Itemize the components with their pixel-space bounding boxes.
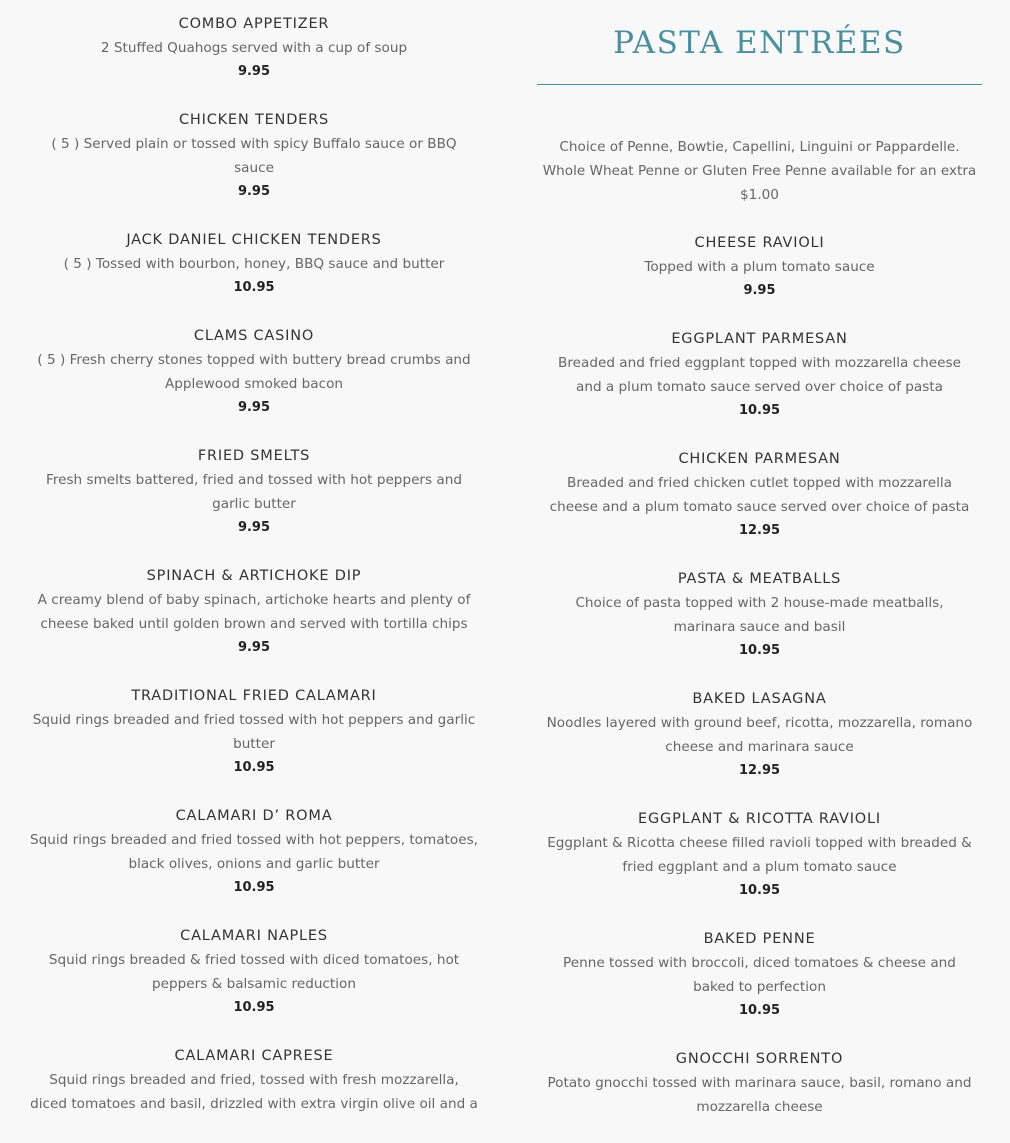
menu-item-description: Choice of pasta topped with 2 house-made meatballs, marinara sauce and basil [575, 595, 944, 635]
menu-item-price: 12.95 [738, 523, 781, 538]
menu-item-price: 10.95 [738, 643, 781, 658]
menu-item-price: 10.95 [738, 1003, 781, 1018]
menu-item [22, 12, 486, 84]
menu-item-name: SPINACH & ARTICHOKE DIP [146, 568, 362, 584]
menu-item-name: JACK DANIEL CHICKEN TENDERS [126, 232, 382, 248]
menu-item-description: 2 Stuffed Quahogs served with a cup of soup [100, 40, 408, 56]
menu-item-price: 10.95 [738, 403, 781, 418]
menu-item [22, 444, 486, 540]
section-divider [537, 84, 982, 85]
menu-item-price: 9.95 [237, 64, 271, 79]
menu-item-description: Noodles layered with ground beef, ricotta, mozzarella, romano cheese and marinara sauce [546, 715, 973, 755]
menu-item-price: 12.95 [738, 763, 781, 778]
menu-item-description: Fresh smelts battered, fried and tossed with hot peppers and garlic butter [45, 472, 463, 512]
menu-item-name: CALAMARI NAPLES [180, 928, 328, 944]
menu-item-description: Squid rings breaded and fried, tossed with fresh mozzarella, diced tomatoes and basil, drizzled with extra virgin olive oil and a [30, 1072, 478, 1112]
menu-item-price: 10.95 [233, 1000, 275, 1015]
menu-item-name: BAKED LASAGNA [692, 691, 827, 707]
menu-item [22, 684, 486, 780]
menu-item-name: CHICKEN TENDERS [178, 112, 330, 128]
menu-item-name: FRIED SMELTS [197, 448, 311, 464]
menu-item [22, 108, 486, 204]
menu-item-description: Topped with a plum tomato sauce [644, 259, 875, 275]
menu-item-price: 9.95 [743, 283, 776, 298]
menu-item-description: A creamy blend of baby spinach, artichoke hearts and plenty of cheese baked until golden brown and served with tortilla chips [37, 592, 471, 632]
menu-item-name: CLAMS CASINO [193, 328, 315, 344]
menu-item-name: CALAMARI D’ ROMA [175, 808, 333, 824]
menu-item-description: ( 5 ) Served plain or tossed with spicy Buffalo sauce or BBQ sauce [51, 136, 457, 176]
menu-item [537, 327, 982, 423]
menu-item-name: CHEESE RAVIOLI [694, 235, 825, 251]
pasta-entrees-column [537, 0, 982, 1143]
menu-item-price: 10.95 [233, 880, 275, 895]
menu-item [537, 807, 982, 903]
menu-item [22, 1044, 486, 1116]
menu-item-description: Breaded and fried chicken cutlet topped with mozzarella cheese and a plum tomato sauce served over choice of pasta [549, 475, 970, 515]
menu-item-price: 9.95 [237, 400, 271, 415]
menu-item-price: 9.95 [237, 520, 271, 535]
menu-item-description: Squid rings breaded & fried tossed with diced tomatoes, hot peppers & balsamic reduction [48, 952, 460, 992]
menu-item-name: CHICKEN PARMESAN [678, 451, 841, 467]
menu-item-description: Squid rings breaded and fried tossed with hot peppers, tomatoes, black olives, onions and garlic butter [30, 832, 478, 872]
menu-item-description: ( 5 ) Tossed with bourbon, honey, BBQ sauce and butter [63, 256, 445, 272]
menu-item-price: 10.95 [233, 280, 275, 295]
menu-item-name: PASTA & MEATBALLS [677, 571, 842, 587]
menu-item-name: EGGPLANT & RICOTTA RAVIOLI [638, 811, 881, 827]
menu-item [22, 804, 486, 900]
pasta-list [537, 231, 982, 1119]
menu-item-name: EGGPLANT PARMESAN [671, 331, 848, 347]
menu-item-description: Potato gnocchi tossed with marinara sauce, basil, romano and mozzarella cheese [547, 1075, 972, 1115]
menu-item-name: BAKED PENNE [703, 931, 816, 947]
menu-item [537, 1047, 982, 1119]
menu-item [537, 567, 982, 663]
menu-item-price: 10.95 [233, 760, 275, 775]
menu-item [537, 447, 982, 543]
menu-item-name: CALAMARI CAPRESE [174, 1048, 334, 1064]
appetizers-column [22, 0, 486, 1140]
section-title: PASTA ENTRÉES [613, 25, 906, 61]
menu-item-description: Breaded and fried eggplant topped with mozzarella cheese and a plum tomato sauce served over choice of pasta [558, 355, 961, 395]
menu-item-name: GNOCCHI SORRENTO [675, 1051, 844, 1067]
menu-item [537, 231, 982, 303]
menu-item-description: Squid rings breaded and fried tossed with hot peppers and garlic butter [32, 712, 476, 752]
appetizer-list [22, 12, 486, 1116]
menu-item [537, 927, 982, 1023]
menu-item-price: 9.95 [237, 640, 271, 655]
menu-item-name: TRADITIONAL FRIED CALAMARI [131, 688, 377, 704]
menu-item [22, 924, 486, 1020]
menu-item [537, 687, 982, 783]
menu-item [22, 564, 486, 660]
menu-item-description: ( 5 ) Fresh cherry stones topped with buttery bread crumbs and Applewood smoked bacon [37, 352, 471, 392]
menu-item-price: 9.95 [237, 184, 271, 199]
menu-item-name: COMBO APPETIZER [178, 16, 330, 32]
menu-item [22, 324, 486, 420]
menu-item-description: Penne tossed with broccoli, diced tomatoes & cheese and baked to perfection [563, 955, 956, 995]
pasta-choice-note: Choice of Penne, Bowtie, Capellini, Linguini or Pappardelle. Whole Wheat Penne or Gluten Free Penne available for an extra $1.00 [542, 139, 977, 203]
menu-item-price: 10.95 [738, 883, 781, 898]
menu-item [22, 228, 486, 300]
menu-item-description: Eggplant & Ricotta cheese filled ravioli topped with breaded & fried eggplant and a plum tomato sauce [547, 835, 972, 875]
